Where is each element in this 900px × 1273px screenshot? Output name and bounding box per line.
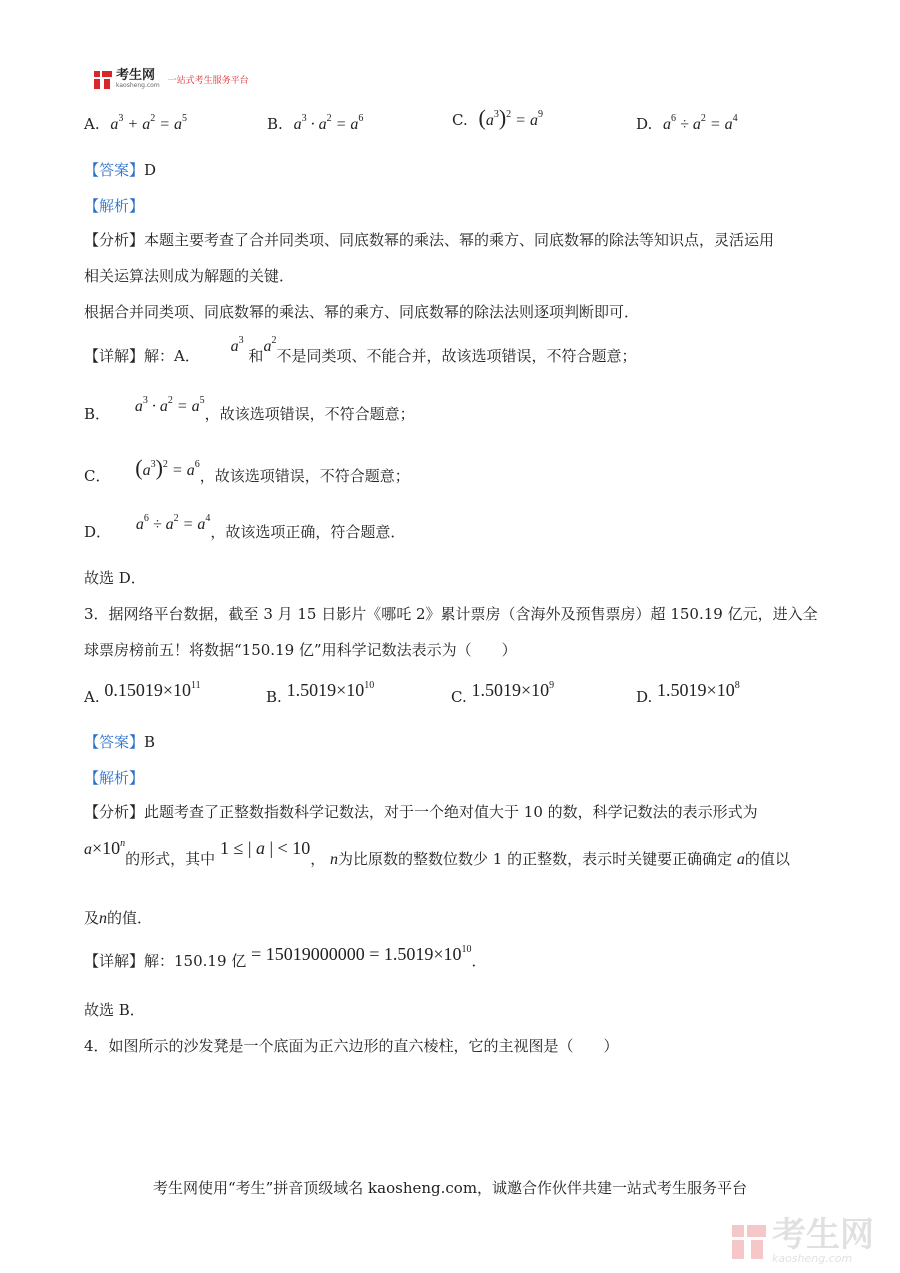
q2-fenxi-line3: 根据合并同类项、同底数幂的乘法、幂的乘方、同底数幂的除法法则逐项判断即可． (84, 303, 640, 321)
q2-detail-b: B． $a^3 \cdot a^2 = a^5$，故该选项错误，不符合题意； (84, 395, 415, 423)
q2-option-c: C. $(a^3)^2 = a^9$ (452, 105, 543, 130)
q3-choose: 故选 B． (84, 1001, 145, 1019)
q2-detail-d: D． $a^6 \div a^2 = a^4$，故该选项正确，符合题意． (84, 513, 406, 541)
logo-name: 考生网 (116, 68, 156, 83)
q3-stem-line2: 球票房榜前五！将数据“150.19 亿”用科学记数法表示为（ ） (84, 641, 517, 659)
footer-text: 考生网使用“考生”拼音顶级域名 kaosheng.com，诚邀合作伙伴共建一站式考生服务平台 (152, 1179, 748, 1197)
q3-option-b: B. $1.5019\times 10^{10}$ (266, 680, 375, 706)
q3-analysis-tag: 【解析】 (84, 769, 145, 787)
q3-option-c: C. $1.5019\times 10^9$ (451, 680, 555, 706)
watermark-domain: kaosheng.com (772, 1252, 853, 1265)
logo-slogan: 一站式考生服务平台 (167, 76, 249, 86)
q3-option-d: D. $1.5019\times 10^8$ (636, 680, 740, 706)
q2-fenxi-line1: 【分析】本题主要考查了合并同类项、同底数幂的乘法、幂的乘方、同底数幂的除法等知识点，灵活运用 (84, 231, 775, 249)
watermark-icon (732, 1225, 766, 1259)
q2-choose: 故选 D． (84, 569, 146, 587)
q2-option-a: A. $a^3 + a^2 = a^5$ (84, 113, 187, 133)
logo-icon (94, 71, 112, 89)
q3-detail: 【详解】解：150.19 亿 = $15019000000 = 1.5019\times 10^{10}$． (84, 944, 487, 970)
header-logo (94, 70, 249, 89)
q2-detail-c: C． $(a^3)^2 = a^6$，故该选项错误，不符合题意； (84, 455, 410, 485)
q2-fenxi-line2: 相关运算法则成为解题的关键． (84, 267, 295, 285)
q3-option-a: A. $0.15019\times 10^{11}$ (84, 680, 201, 706)
q2-detail-a: 【详解】解：A． $a^3$ 和$a^2$不是同类项、不能合并，故该选项错误，不符合题意； (84, 335, 637, 365)
q3-answer: 【答案】B (84, 733, 156, 751)
q3-fenxi-line2: $a\times 10^n$的形式，其中 1 ≤ | a | < 10， n为比原数的整数位数少 1 的正整数，表示时关键要正确确定 a的值以 (84, 838, 790, 868)
logo-domain: kaosheng.com (116, 82, 160, 89)
watermark-logo (732, 1215, 874, 1265)
q2-option-d: D. $a^6 \div a^2 = a^4$ (636, 113, 738, 133)
q2-answer: 【答案】D (84, 161, 157, 179)
q3-stem-line1: 3．据网络平台数据，截至 3 月 15 日影片《哪吒 2》累计票房（含海外及预售票房）超 150.19 亿元，进入全 (84, 605, 818, 623)
q3-fenxi-line3: 及n的值． (84, 909, 153, 927)
q3-fenxi-line1: 【分析】此题考查了正整数指数科学记数法，对于一个绝对值大于 10 的数，科学记数法的表示形式为 (84, 803, 758, 821)
q2-option-b: B. $a^3 \cdot a^2 = a^6$ (267, 113, 364, 133)
q4-stem: 4．如图所示的沙发凳是一个底面为正六边形的直六棱柱，它的主视图是（ ） (84, 1037, 619, 1055)
watermark-text: 考生网 (772, 1215, 874, 1255)
q2-analysis-tag: 【解析】 (84, 197, 145, 215)
